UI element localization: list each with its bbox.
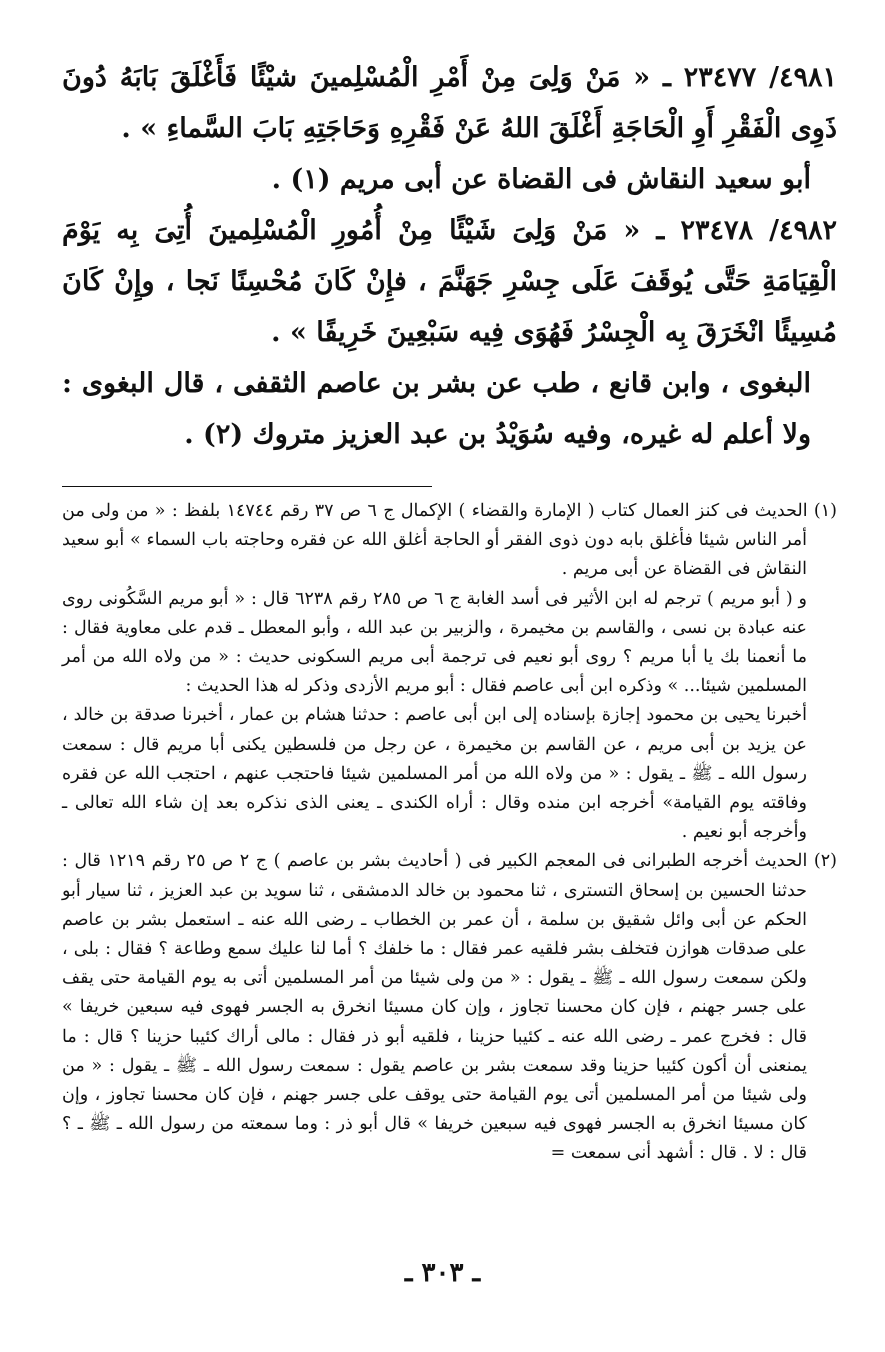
source-citation-2: البغوى ، وابن قانع ، طب عن بشر بن عاصم الثقفى ، قال البغوى : ولا أعلم له غيره، وفيه سُوَيْدُ بن عبد العزيز متروك (٢) . — [62, 368, 811, 450]
footnote-divider — [62, 486, 432, 487]
source-citation-1: أبو سعيد النقاش فى القضاة عن أبى مريم (١) . — [271, 164, 811, 195]
hadith-4982: ٤٩٨٢/ ٢٣٤٧٨ ـ « مَنْ وَلِىَ شَيْئًا مِنْ أُمُورِ الْمُسْلِمينَ أُتِىَ بِه يَوْمَ الْقِيَامَةِ حَتَّى يُوقَفَ عَلَى جِسْرِ جَهَنَّمَ ، فإِنْ كَانَ مُحْسِنًا نَجا ، وإِنْ كَانَ مُسِيئًا انْخَرَقَ بِه الْجِسْرُ فَهُوَى فِيه سَبْعِينَ خَرِيفًا » . — [62, 215, 837, 348]
footnote-1-para-2: و ( أبو مريم ) ترجم له ابن الأثير فى أسد الغابة ج ٦ ص ٢٨٥ رقم ٦٢٣٨ قال : « أبو مريم السَّكُونى روى عنه عبادة بن نسى ، والقاسم بن مخيمرة ، والزبير بن عبد الله ، وأبو المعطل ـ قدم على معاوية فقال : ما أنعمنا بك يا أبا مريم ؟ روى أبو نعيم فى ترجمة أبى مريم السكونى حديث : « من ولاه الله من أمر المسلمين شيئا... » وذكره ابن أبى عاصم فقال : أبو مريم الأزدى وذكر له هذا الحديث : — [62, 588, 807, 697]
footnote-1: (١) الحديث فى كنز العمال كتاب ( الإمارة والقضاء ) الإكمال ج ٦ ص ٣٧ رقم ١٤٧٤٤ بلفظ : « من ولى من أمر الناس شيئا فأغلق بابه دون ذوى الفقر أو الحاجة أغلق الله عن فقره وحاجته باب السماء » أبو سعيد النقاش فى القضاة عن أبى مريم . — [62, 501, 837, 580]
main-text — [62, 52, 837, 460]
footnote-1-para-3: أخبرنا يحيى بن محمود إجازة بإسناده إلى ابن أبى عاصم : حدثنا هشام بن عمار ، أخبرنا صدقة بن خالد ، عن يزيد بن أبى مريم ، عن القاسم بن مخيمرة ، عن رجل من فلسطين يكنى أبا مريم قال : سمعت رسول الله ـ ﷺ ـ يقول : « من ولاه الله من أمر المسلمين شيئا فاحتجب عنهم ، احتجب الله عن فقره وفاقته يوم القيامة» أخرجه ابن منده وقال : أراه الكندى ـ يعنى الذى نذكره بعد إن شاء الله تعالى ـ وأخرجه أبو نعيم . — [62, 705, 807, 843]
hadith-4981: ٤٩٨١/ ٢٣٤٧٧ ـ « مَنْ وَلِىَ مِنْ أَمْرِ الْمُسْلِمينَ شيْئًا فَأَغْلَقَ بَابَهُ دُونَ ذَوِى الْفَقْرِ أَوِ الْحَاجَةِ أَغْلَقَ اللهُ عَنْ فَقْرِهِ وَحَاجَتِهِ بَابَ السَّماءِ » . — [62, 62, 837, 144]
page-number: ـ ٣٠٣ ـ — [404, 1258, 481, 1288]
footnotes — [62, 497, 837, 1169]
footnote-2: (٢) الحديث أخرجه الطبرانى فى المعجم الكبير فى ( أحاديث بشر بن عاصم ) ج ٢ ص ٢٥ رقم ١٢١٩ قال : حدثنا الحسين بن إسحاق التسترى ، ثنا محمود بن خالد الدمشقى ، ثنا سويد بن عبد العزيز ، ثنا سيار أبو الحكم عن أبى وائل شقيق بن سلمة ، أن عمر بن الخطاب ـ رضى الله عنه ـ استعمل بشر بن عاصم على صدقات هوازن فتخلف بشر فلقيه عمر فقال : ما خلفك ؟ أما لنا عليك سمع وطاعة ؟ فقال : بلى ، ولكن سمعت رسول الله ـ ﷺ ـ يقول : « من ولى شيئا من أمر المسلمين أتى به يوم القيامة حتى يقف على جسر جهنم ، فإن كان محسنا تجاوز ، وإن كان مسيئا انخرق به الجسر فهوى فيه سبعين خريفا » قال : فخرج عمر ـ رضى الله عنه ـ كئيبا حزينا ، فلقيه أبو ذر فقال : مالى أراك كئيبا حزينا ؟ قال : ما يمنعنى أن أكون كئيبا حزينا وقد سمعت بشر بن عاصم يقول : سمعت رسول الله ـ ﷺ ـ يقول : « من ولى شيئا من أمر المسلمين أتى يوم القيامة حتى يوقف على جسر جهنم ، فإن كان محسنا تجاوز ، وإن كان مسيئا انخرق به الجسر فهوى فيه سبعين خريفا » قال أبو ذر : وما سمعته من رسول الله ـ ﷺ ـ ؟ قال : لا . قال : أشهد أنى سمعت = — [62, 851, 837, 1164]
